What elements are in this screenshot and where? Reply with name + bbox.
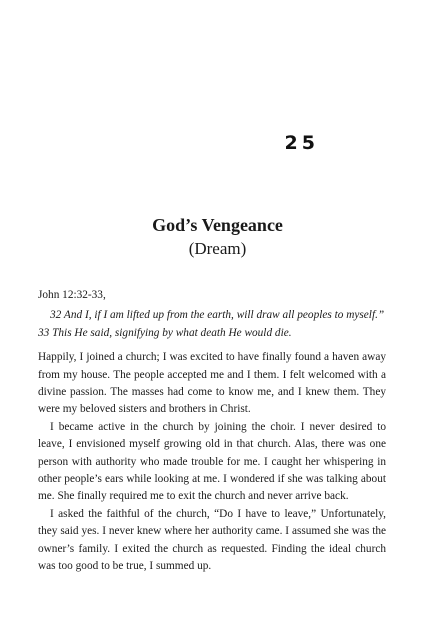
chapter-subtitle: (Dream) xyxy=(188,239,247,258)
paragraph: Happily, I joined a church; I was excited to have finally found a haven away from my house. The people accepted me and I them. I felt welcomed with a divine passion. The masses had come to know me, and I knew them. They were my beloved sisters and brothers in Christ. xyxy=(38,351,386,416)
paragraph: I became active in the church by joining the choir. I never desired to leave, I envisioned myself growing old in that church. Alas, there was one person with authority who made trouble for me. I caught her whispering in other people’s ears while looking at me. I wondered if she was talking about me. She finally required me to exit the church and never arrive back. xyxy=(38,420,386,503)
verse-32: 32 And I, if I am lifted up from the earth, will draw all peoples to myself.” xyxy=(50,309,385,322)
chapter-title: God’s Vengeance xyxy=(152,215,283,235)
paragraph: I asked the faithful of the church, “Do I have to leave,” Unfortunately, they said yes. I never knew where her authority came. I assumed she was the owner’s family. I exited the church as requested. Finding the ideal church was too good to be true, I summed up. xyxy=(38,507,386,573)
chapter-number: 25 xyxy=(284,132,319,154)
scripture-reference: John 12:32-33, xyxy=(38,289,106,301)
verse-33: 33 This He said, signifying by what death He would die. xyxy=(38,326,292,339)
scripture-quote xyxy=(38,307,386,342)
chapter-body xyxy=(38,287,386,576)
chapter-heading xyxy=(0,214,423,260)
